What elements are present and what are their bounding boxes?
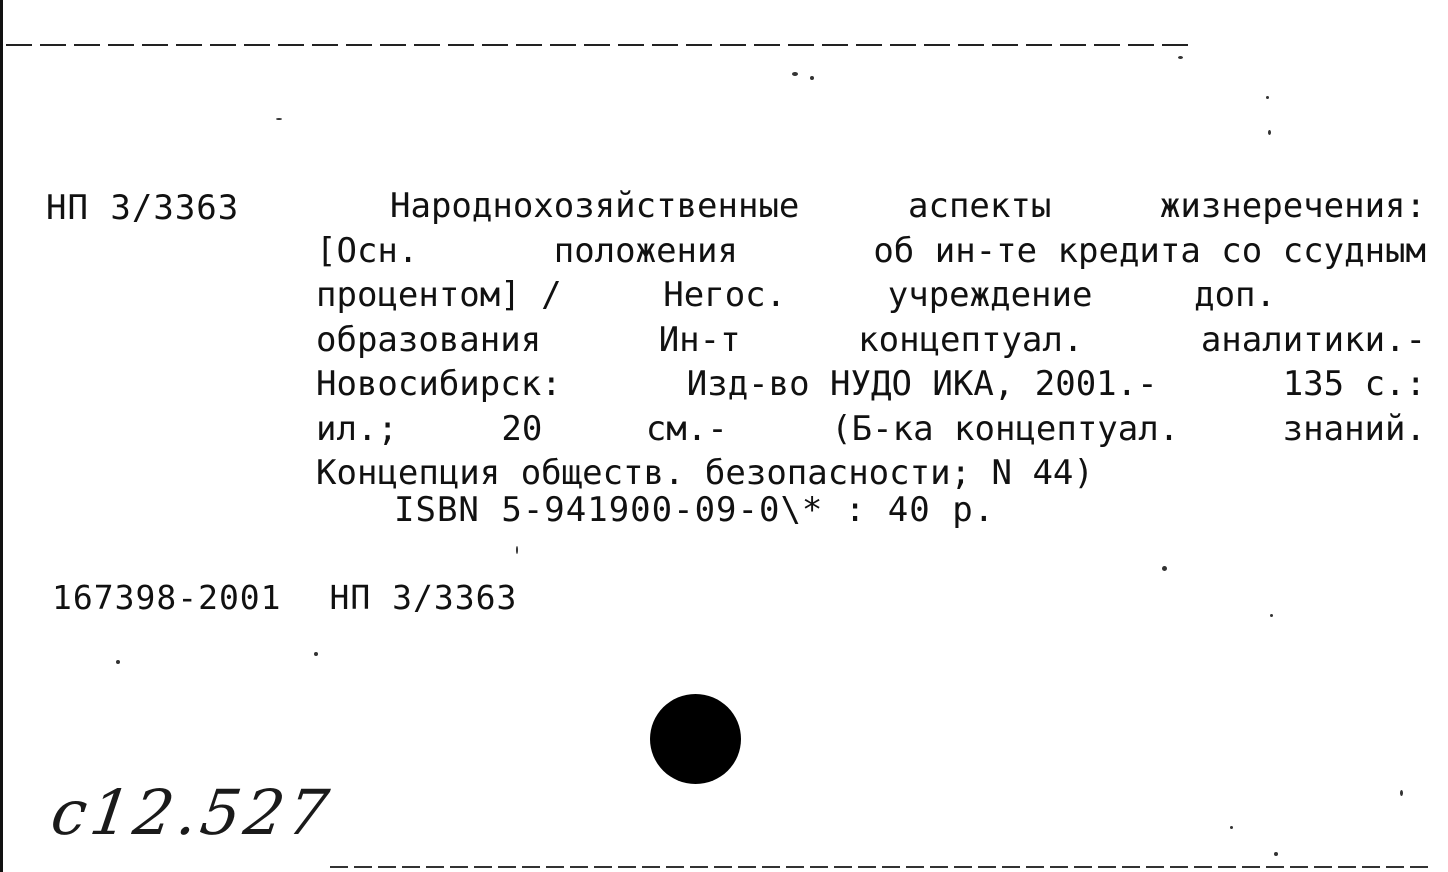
entry-word: процентом] /: [316, 275, 562, 315]
isbn-price-line: ISBN 5-941900-09-0\* : 40 р.: [394, 490, 996, 530]
entry-word: концептуал.: [858, 319, 1084, 360]
inventory-line: [52, 578, 517, 617]
entry-line: [316, 273, 1426, 318]
entry-word: Негос.: [663, 275, 787, 315]
entry-word: жизнеречения:: [1159, 186, 1426, 226]
entry-line: [316, 362, 1426, 407]
entry-word: Концепция обществ. безопасности; N 44): [316, 453, 1094, 493]
entry-word: доп.: [1194, 275, 1276, 315]
inventory-shelf-mark: НП 3/3363: [329, 578, 518, 617]
card-top-rule: [6, 44, 1196, 46]
inventory-number: 167398-2001: [52, 578, 282, 617]
entry-word: см.-: [645, 408, 728, 449]
punch-hole: [650, 694, 741, 784]
bibliographic-entry: [316, 184, 1426, 496]
entry-word: об ин-те кредита со ссудным: [873, 230, 1426, 271]
entry-word: аспекты: [908, 186, 1052, 226]
entry-line: [316, 407, 1426, 452]
card-bottom-rule: [330, 866, 1430, 868]
entry-line: [316, 229, 1426, 274]
entry-word: [Осн.: [316, 230, 419, 271]
shelf-mark: НП 3/3363: [46, 188, 240, 228]
entry-word: Ин-т: [658, 319, 741, 360]
entry-word: Народнохозяйственные: [390, 186, 800, 226]
entry-word: учреждение: [887, 275, 1093, 315]
entry-word: образования: [316, 319, 542, 360]
entry-word: 20: [501, 408, 543, 449]
entry-line: [316, 184, 1426, 229]
entry-word: ил.;: [316, 408, 398, 449]
entry-word: (Б-ка концептуал.: [831, 408, 1180, 449]
entry-word: аналитики.-: [1200, 319, 1426, 360]
entry-word: положения: [553, 230, 738, 271]
card-left-edge: [0, 0, 3, 872]
entry-word: Изд-во НУДО ИКА, 2001.-: [686, 364, 1158, 404]
entry-word: Новосибирск:: [316, 364, 562, 404]
handwritten-note: c12.527: [46, 776, 337, 849]
entry-line: [316, 451, 1426, 496]
entry-word: знаний.: [1282, 408, 1426, 449]
entry-word: 135 с.:: [1282, 364, 1426, 404]
entry-line: [316, 318, 1426, 363]
